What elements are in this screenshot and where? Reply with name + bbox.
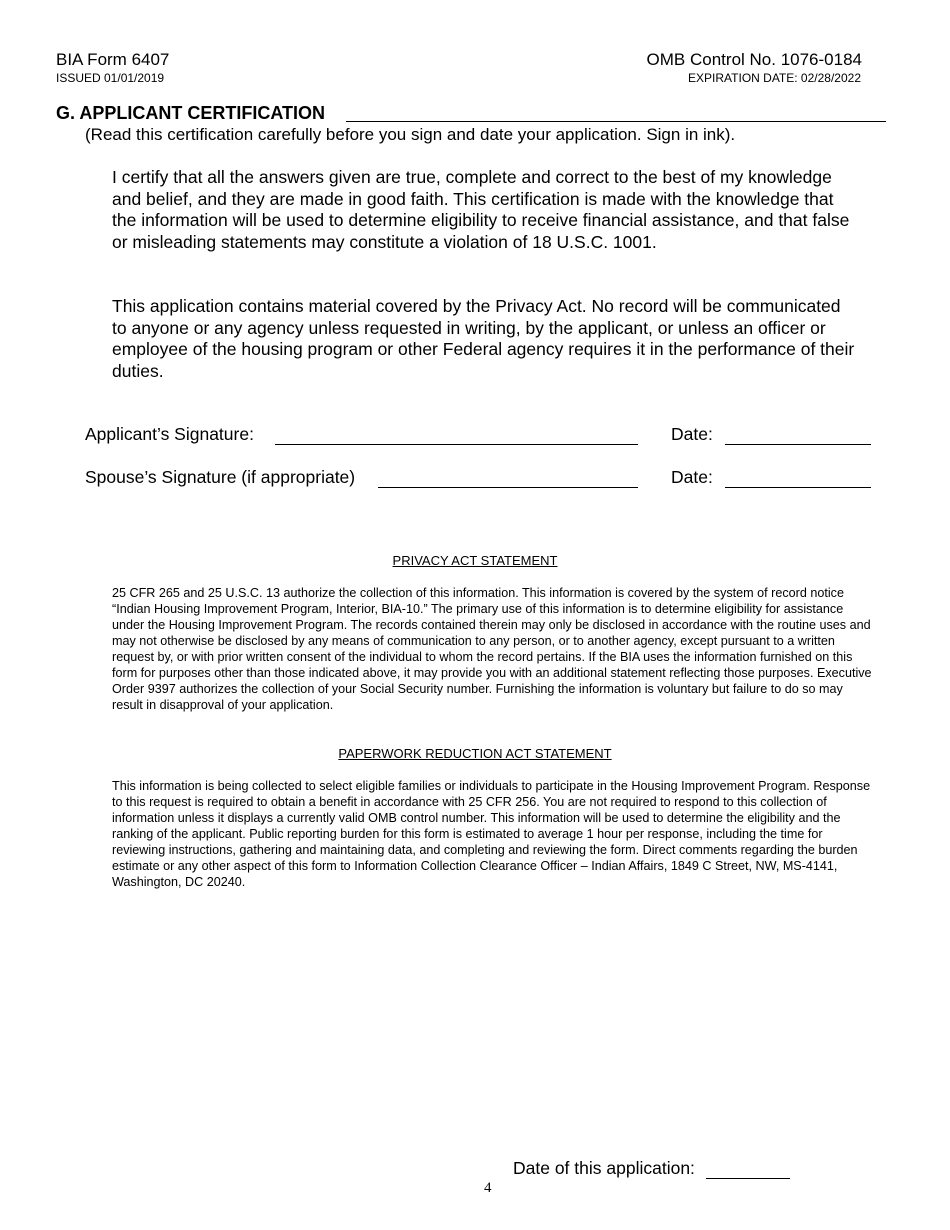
omb-control-number: OMB Control No. 1076-0184: [646, 50, 862, 69]
paperwork-act-heading: PAPERWORK REDUCTION ACT STATEMENT: [338, 746, 612, 761]
applicant-date-field[interactable]: [725, 444, 871, 445]
section-title: G. APPLICANT CERTIFICATION: [56, 103, 325, 123]
date-of-application-label: Date of this application:: [513, 1158, 695, 1178]
spouse-date-field[interactable]: [725, 487, 871, 488]
section-instruction: (Read this certification carefully before you sign and date your application. Sign in ink).: [85, 125, 736, 144]
certification-paragraph: I certify that all the answers given are true, complete and correct to the best of my knowledge and belief, and they are made in good faith. This certification is made with the knowledge that the information will be used to determine eligibility to receive financial assistance, and that false or misleading statements may constitute a violation of 18 U.S.C. 1001.: [112, 167, 850, 252]
issued-date: ISSUED 01/01/2019: [56, 71, 165, 85]
form-name: BIA Form 6407: [56, 50, 170, 69]
applicant-date-label: Date:: [671, 424, 713, 444]
spouse-date-label: Date:: [671, 467, 713, 487]
applicant-signature-label: Applicant’s Signature:: [85, 424, 254, 444]
privacy-paragraph: This application contains material covered by the Privacy Act. No record will be communicated to anyone or any agency unless requested in writing, by the applicant, or unless an officer or employee of the housing program or other Federal agency requires it in the performance of their duties.: [112, 296, 855, 381]
privacy-act-body: 25 CFR 265 and 25 U.S.C. 13 authorize the collection of this information. This information is covered by the system of record notice “Indian Housing Improvement Program, Interior, BIA-10.” The primary use of this information is to determine eligibility for assistance under the Housing Improvement Program. The records contained therein may only be disclosed in accordance with the routine uses and may not otherwise be disclosed by any means of communication to any person, or to another agency, except pursuant to a written request by, or with prior written consent of the individual to whom the record pertains. If the BIA uses the information furnished on this form for purposes other than those indicated above, it may provide you with an additional statement reflecting those purposes. Executive Order 9397 authorizes the collection of your Social Security number. Furnishing the information is voluntary but failure to do so may result in disapproval of your application.: [112, 586, 872, 712]
page-number: 4: [484, 1180, 492, 1196]
applicant-signature-field[interactable]: [275, 444, 638, 445]
spouse-signature-label: Spouse’s Signature (if appropriate): [85, 467, 356, 487]
section-title-rule: [346, 121, 886, 122]
spouse-signature-field[interactable]: [378, 487, 638, 488]
paperwork-act-body: This information is being collected to select eligible families or individuals to participate in the Housing Improvement Program. Response to this request is required to obtain a benefit in accordance with 25 CFR 256. You are not required to respond to this collection of information unless it displays a currently valid OMB control number. This information will be used to determine the eligibility and the ranking of the applicant. Public reporting burden for this form is estimated to average 1 hour per response, including the time for reviewing instructions, gathering and maintaining data, and completing and reviewing the form. Direct comments regarding the burden estimate or any other aspect of this form to Information Collection Clearance Officer – Indian Affairs, 1849 C Street, NW, MS-4141, Washington, DC 20240.: [112, 779, 871, 889]
expiration-date: EXPIRATION DATE: 02/28/2022: [688, 71, 861, 85]
privacy-act-heading: PRIVACY ACT STATEMENT: [392, 553, 558, 568]
date-of-application-field[interactable]: [706, 1178, 790, 1179]
